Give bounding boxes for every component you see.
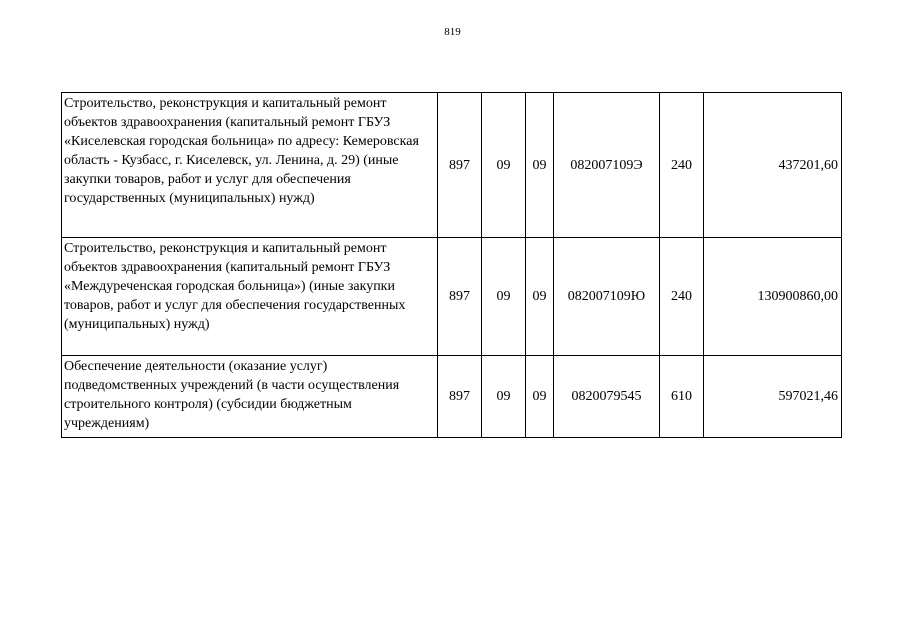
section-code-cell: 09: [482, 238, 526, 356]
section-code-cell: 09: [482, 93, 526, 238]
ministry-code-cell: 897: [438, 238, 482, 356]
page-number: 819: [444, 26, 461, 38]
ministry-code-cell: 897: [438, 93, 482, 238]
row-description: Обеспечение деятельности (оказание услуг) подведомственных учреждений (в части осуществления строительного контроля) (субсидии бюджетным учреждениям): [62, 356, 438, 438]
amount-cell: 597021,46: [704, 356, 842, 438]
subsection-code-cell: 09: [526, 356, 554, 438]
table-row: [62, 238, 842, 356]
row-description: Строительство, реконструкция и капитальный ремонт объектов здравоохранения (капитальный ремонт ГБУЗ «Киселевская городская больница» по адресу: Кемеровская область - Кузбасс, г. Киселевск, ул. Ленина, д. 29) (иные закупки товаров, работ и услуг для обеспечения государственных (муниципальных) нужд): [62, 93, 438, 238]
target-article-cell: 0820079545: [554, 356, 660, 438]
subsection-code-cell: 09: [526, 93, 554, 238]
ministry-code-cell: 897: [438, 356, 482, 438]
expense-type-cell: 610: [660, 356, 704, 438]
amount-cell: 130900860,00: [704, 238, 842, 356]
table-row: [62, 356, 842, 438]
row-description: Строительство, реконструкция и капитальный ремонт объектов здравоохранения (капитальный ремонт ГБУЗ «Междуреченская городская больница») (иные закупки товаров, работ и услуг для обеспечения государственных (муниципальных) нужд): [62, 238, 438, 356]
table-row: [62, 93, 842, 238]
target-article-cell: 082007109Ю: [554, 238, 660, 356]
expense-type-cell: 240: [660, 93, 704, 238]
expense-type-cell: 240: [660, 238, 704, 356]
subsection-code-cell: 09: [526, 238, 554, 356]
section-code-cell: 09: [482, 356, 526, 438]
budget-table: [61, 92, 842, 438]
amount-cell: 437201,60: [704, 93, 842, 238]
target-article-cell: 082007109Э: [554, 93, 660, 238]
